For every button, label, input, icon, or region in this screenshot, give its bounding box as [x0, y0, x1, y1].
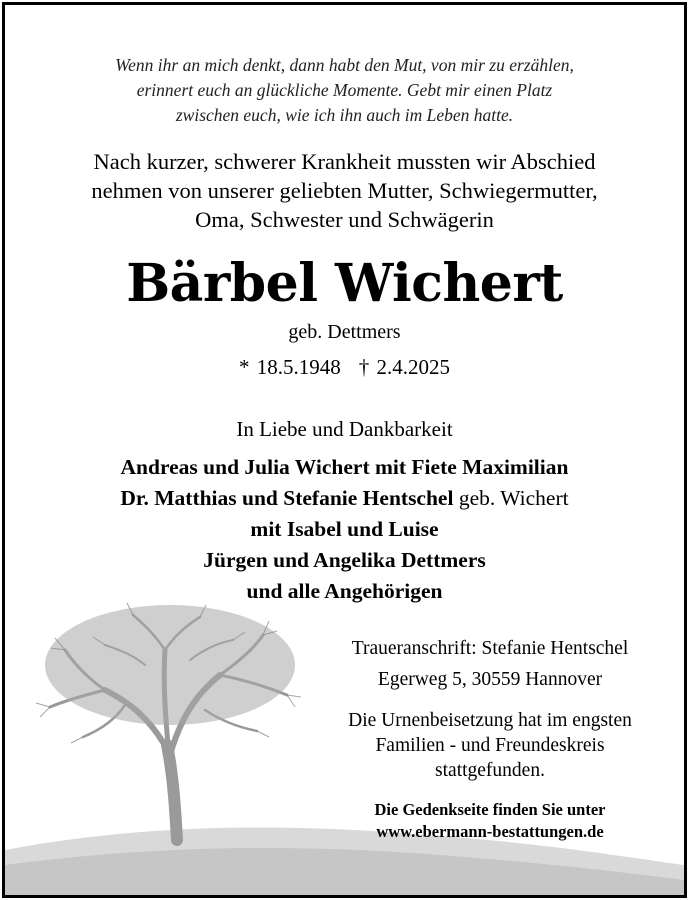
website-link[interactable]: www.ebermann-bestattungen.de — [376, 822, 604, 841]
birth-date: * 18.5.1948 — [239, 355, 341, 379]
mourner-line: mit Isabel und Luise — [250, 517, 439, 541]
mourner-line: und alle Angehörigen — [246, 579, 443, 603]
maiden-name: geb. Dettmers — [288, 321, 401, 343]
life-dates — [5, 355, 684, 380]
intro-line: Nach kurzer, schwerer Krankheit mussten wir Abschied — [93, 149, 596, 174]
urn-line: Familien - und Freundeskreis — [375, 735, 605, 756]
intro-line: nehmen von unserer geliebten Mutter, Schwiegermutter, — [91, 178, 598, 203]
quote-line: Wenn ihr an mich denkt, dann habt den Mut, von mir zu erzählen, — [115, 55, 574, 75]
web-intro: Die Gedenkseite finden Sie unter — [374, 800, 606, 819]
mourner-line: Dr. Matthias und Stefanie Hentschel — [120, 486, 454, 510]
mourner-line: Jürgen und Angelika Dettmers — [203, 548, 486, 572]
announcement-text — [5, 147, 684, 234]
death-date: † 2.4.2025 — [358, 355, 450, 379]
mourners-list — [5, 452, 684, 607]
memorial-website — [305, 799, 675, 843]
closing-phrase: In Liebe und Dankbarkeit — [236, 417, 453, 441]
quote-line: erinnert euch an glückliche Momente. Gebt mir einen Platz — [136, 80, 553, 100]
address-line: Traueranschrift: Stefanie Hentschel — [351, 638, 629, 659]
urn-line: stattgefunden. — [435, 760, 545, 781]
memorial-quote — [5, 53, 684, 128]
quote-line: zwischen euch, wie ich ihn auch im Leben hatte. — [175, 105, 514, 125]
mourner-line: Andreas und Julia Wichert mit Fiete Maximilian — [120, 455, 569, 479]
address-line: Egerweg 5, 30559 Hannover — [377, 669, 603, 690]
urn-line: Die Urnenbeisetzung hat im engsten — [348, 710, 632, 731]
deceased-name: Bärbel Wichert — [126, 253, 563, 314]
urn-burial-note — [305, 708, 675, 783]
mourner-line-suffix: geb. Wichert — [453, 486, 569, 510]
mourning-address — [305, 633, 675, 695]
obituary-notice — [2, 2, 687, 898]
intro-line: Oma, Schwester und Schwägerin — [195, 207, 494, 232]
